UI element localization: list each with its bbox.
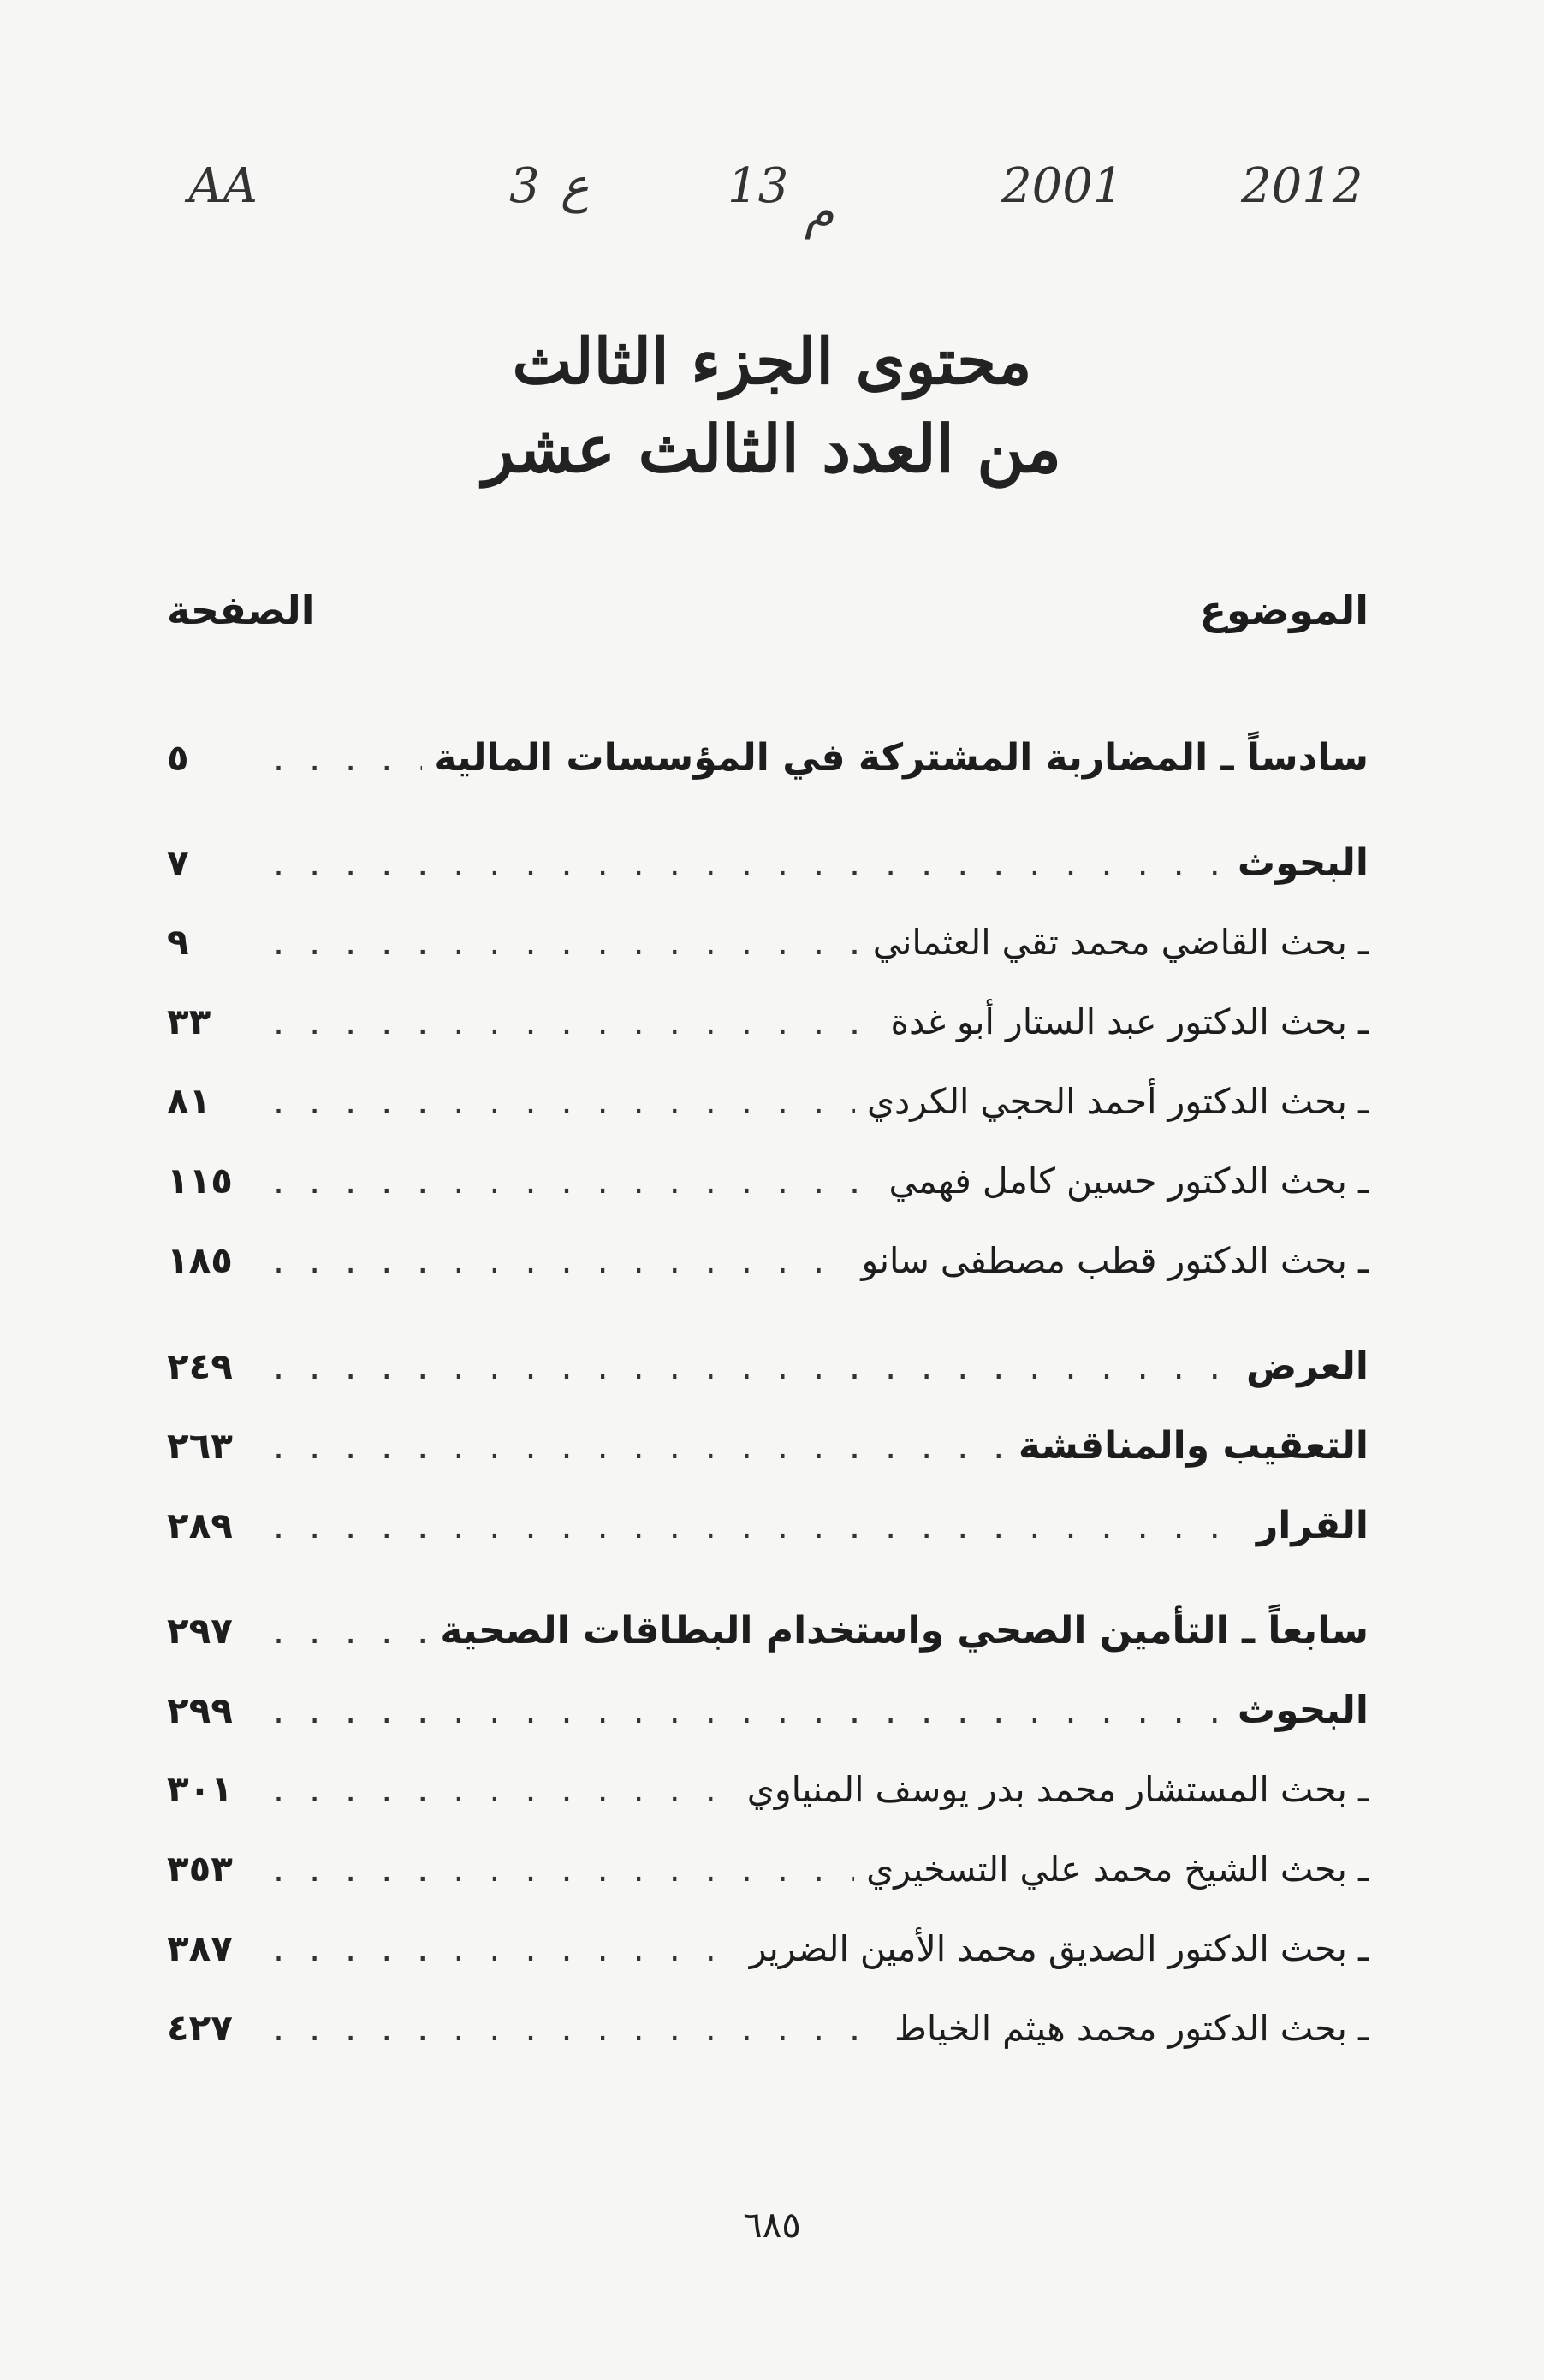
leader-dots [273, 1690, 1226, 1731]
handwritten-note: 2001 [1001, 158, 1124, 214]
toc-entry-page: ٢٦٣ [167, 1425, 233, 1467]
leader-dots [273, 1505, 1244, 1546]
toc-entry [167, 1000, 1369, 1080]
toc-entry-label: ـ بحث المستشار محمد بدر يوسف المنياوي [746, 1769, 1369, 1810]
handwritten-note: AA [188, 158, 258, 214]
leader-dots [273, 1928, 738, 1969]
leader-dots [273, 843, 1226, 884]
leader-dots [273, 1160, 877, 1202]
toc-entry-label: العرض [1246, 1344, 1369, 1388]
leader-dots [273, 1426, 1007, 1467]
leader-dots [273, 2008, 882, 2049]
topic-column-header: الموضوع [1199, 587, 1369, 633]
toc-entry-page: ٣٠١ [167, 1768, 233, 1810]
toc-entry-page: ٨١ [167, 1080, 211, 1122]
page-column-header: الصفحة [167, 587, 315, 633]
toc-entry [167, 1609, 1369, 1689]
toc-entry-label: ـ بحث الدكتور محمد هيثم الخياط [894, 2008, 1369, 2049]
toc-entry-label: ـ بحث القاضي محمد تقي العثماني [872, 922, 1369, 963]
toc-entry-page: ٢٨٩ [167, 1505, 233, 1546]
toc-entry-page: ٩ [167, 921, 189, 963]
handwritten-note: م [805, 184, 834, 240]
toc-entry-label: ـ بحث الدكتور حسين كامل فهمي [888, 1160, 1369, 1202]
toc-entry-page: ١١٥ [167, 1160, 233, 1202]
toc-entry [167, 1239, 1369, 1319]
toc-entry [167, 1424, 1369, 1504]
toc-entry-label: البحوث [1237, 1689, 1369, 1732]
toc-entry [167, 1927, 1369, 2007]
handwritten-note: 3 [509, 158, 540, 214]
leader-dots [273, 1849, 854, 1890]
leader-dots [273, 1346, 1234, 1387]
toc-entry-label: سابعاً ـ التأمين الصحي واستخدام البطاقات الصحية [440, 1609, 1369, 1653]
leader-dots [273, 1001, 878, 1042]
toc-entry-label: ـ بحث الدكتور أحمد الحجي الكردي [866, 1081, 1369, 1122]
toc-entry-page: ٣٣ [167, 1000, 211, 1042]
toc-entry-label: القرار [1256, 1504, 1369, 1547]
handwritten-note: 2012 [1241, 158, 1363, 214]
leader-dots [273, 922, 861, 963]
toc-entry-page: ٣٥٣ [167, 1848, 233, 1890]
leader-dots [273, 1769, 735, 1810]
toc-entry [167, 841, 1369, 921]
leader-dots [273, 1611, 428, 1652]
toc-entry-page: ٢٩٧ [167, 1610, 233, 1652]
table-of-contents [167, 736, 1369, 2086]
toc-entry [167, 1344, 1369, 1424]
toc-entry [167, 1848, 1369, 1927]
toc-entry [167, 1080, 1369, 1160]
toc-entry-page: ٢٤٩ [167, 1345, 233, 1387]
toc-entry-page: ٥ [167, 737, 189, 779]
toc-entry-label: ـ بحث الشيخ محمد علي التسخيري [866, 1849, 1369, 1890]
toc-entry-label: ـ بحث الدكتور عبد الستار أبو غدة [890, 1001, 1369, 1042]
toc-entry [167, 1689, 1369, 1768]
toc-entry [167, 2007, 1369, 2086]
handwritten-notes [171, 158, 1387, 252]
handwritten-note: ع [561, 158, 590, 214]
leader-dots [273, 1081, 855, 1122]
toc-entry [167, 1768, 1369, 1848]
leader-dots [273, 1240, 849, 1281]
leader-dots [273, 738, 422, 779]
toc-entry-label: سادساً ـ المضاربة المشتركة في المؤسسات المالية [434, 736, 1369, 780]
toc-entry-page: ٣٨٧ [167, 1927, 233, 1969]
toc-entry-page: ٤٢٧ [167, 2007, 233, 2049]
toc-entry [167, 1160, 1369, 1239]
toc-entry [167, 736, 1369, 816]
toc-entry-page: ١٨٥ [167, 1239, 233, 1281]
toc-entry-label: ـ بحث الدكتور قطب مصطفى سانو [861, 1240, 1369, 1281]
toc-entry-page: ٧ [167, 842, 189, 884]
toc-entry-label: التعقيب والمناقشة [1018, 1424, 1369, 1468]
handwritten-note: 13 [727, 158, 789, 214]
toc-entry-label: ـ بحث الدكتور الصديق محمد الأمين الضرير [749, 1928, 1369, 1969]
toc-entry [167, 921, 1369, 1000]
contents-subtitle: من العدد الثالث عشر [483, 411, 1061, 487]
toc-entry-label: البحوث [1237, 841, 1369, 885]
page-number: ٦٨٥ [743, 2204, 801, 2246]
contents-title: محتوى الجزء الثالث [512, 325, 1032, 399]
toc-entry [167, 1504, 1369, 1583]
toc-entry-page: ٢٩٩ [167, 1689, 233, 1731]
